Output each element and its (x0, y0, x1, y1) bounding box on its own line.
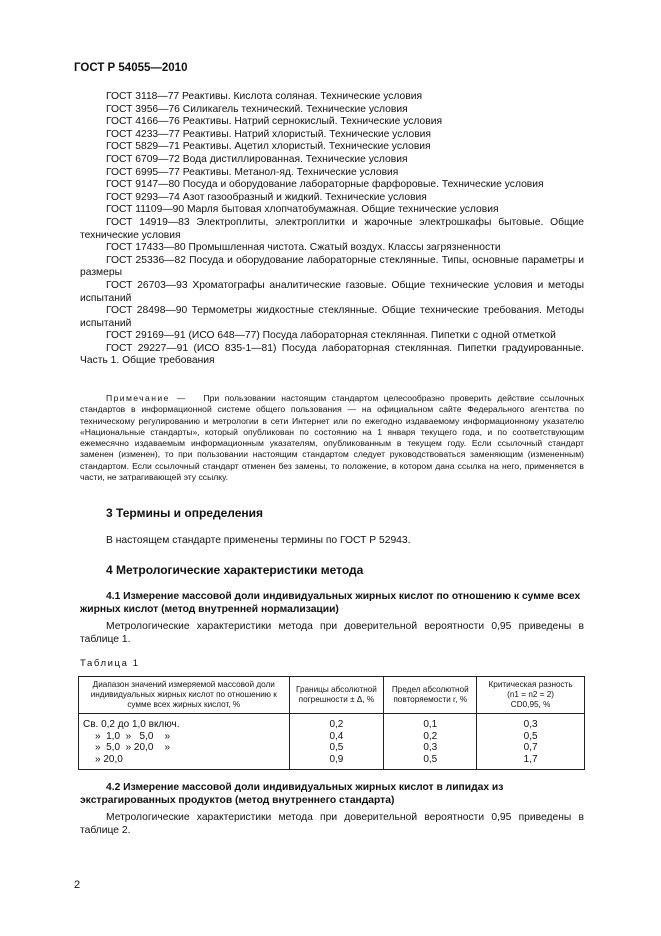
reference-item: ГОСТ 9293—74 Азот газообразный и жидкий. Технические условия (106, 191, 427, 203)
cell-range: » 1,0 » 5,0 » (79, 731, 290, 743)
page-number: 2 (74, 879, 81, 891)
header-critical-difference-line1: Критическая разность (488, 680, 573, 689)
reference-item: ГОСТ 29169—91 (ИСО 648—77) Посуда лабораторная стеклянная. Пипетки с одной отметкой (106, 330, 556, 342)
reference-item: ГОСТ 5829—71 Реактивы. Ацетил хлористый. Технические условия (106, 141, 431, 153)
normative-references-list (80, 91, 584, 368)
reference-item: ГОСТ 17433—80 Промышленная чистота. Сжатый воздух. Классы загрязненности (106, 242, 501, 254)
reference-item: ГОСТ 25336—82 Посуда и оборудование лабораторные стеклянные. Типы, основные параметры и размеры (80, 254, 584, 279)
header-repeatability-limit: Предел абсолютной повторяемости r, % (384, 677, 477, 714)
header-error-bounds: Границы абсолютной погрешности ± Δ, % (289, 677, 384, 714)
header-critical-difference (477, 677, 585, 714)
subsection-4-1-title: 4.1 Измерение массовой доли индивидуальных жирных кислот по отношению к сумме всех жирных кислот (метод внутренней нормализации) (80, 591, 581, 615)
table-row (79, 731, 585, 743)
table-header-row (79, 677, 585, 714)
document-header: ГОСТ Р 54055—2010 (74, 62, 188, 74)
cell-range: » 5,0 » 20,0 » (79, 742, 290, 754)
cell-delta: 0,2 (289, 714, 384, 731)
table-row (79, 742, 585, 754)
reference-item: ГОСТ 29227—91 (ИСО 835-1—81) Посуда лабораторная стеклянная. Пипетки градуированные. Часть 1. Общие требования (80, 342, 584, 367)
note-label: Примечание — (106, 393, 187, 403)
cell-cd: 1,7 (477, 754, 585, 770)
table-row (79, 754, 585, 770)
reference-item: ГОСТ 4166—76 Реактивы. Натрий сернокислый. Технические условия (106, 116, 443, 128)
cell-cd: 0,3 (477, 714, 585, 731)
cell-range: » 20,0 (79, 754, 290, 770)
cell-delta: 0,5 (289, 742, 384, 754)
subsection-4-1-text: Метрологические характеристики метода при доверительной вероятности 0,95 приведены в таблице 1. (80, 621, 584, 645)
reference-item: ГОСТ 26703—93 Хроматографы аналитические газовые. Общие технические условия и методы испытаний (80, 279, 584, 304)
note-text: При пользовании настоящим стандартом целесообразно проверить действие ссылочных стандартов в информационной системе общего пользования — на официальном сайте Федерального агентства по техническому регулированию и метрологии в сети Интернет или по ежегодно издаваемому информационному указателю «Национальные стандарты», который опубликован по состоянию на 1 января текущего года, и по соответствующим ежемесячно издаваемым информационным указателям, опубликованным в текущем году. Если ссылочный стандарт заменен (изменен), то при пользовании настоящим стандартом следует руководствоваться заменяющим (измененным) стандартом. Если ссылочный стандарт отменен без замены, то положение, в котором дана ссылка на него, применяется в части, не затрагивающей эту ссылку. (80, 393, 584, 483)
table-row (79, 714, 585, 731)
cell-r: 0,2 (384, 731, 477, 743)
subsection-4-2-text: Метрологические характеристики метода при доверительной вероятности 0,95 приведены в таблице 2. (80, 812, 584, 836)
cell-r: 0,3 (384, 742, 477, 754)
cell-r: 0,1 (384, 714, 477, 731)
reference-item: ГОСТ 3956—76 Силикагель технический. Технические условия (106, 103, 408, 115)
references-note (80, 393, 584, 483)
table-1-caption: Таблица 1 (80, 658, 140, 669)
cell-delta: 0,4 (289, 731, 384, 743)
subsection-4-2-title: 4.2 Измерение массовой доли индивидуальных жирных кислот в липидах из экстрагированных продуктов (метод внутреннего стандарта) (80, 782, 504, 806)
reference-item: ГОСТ 4233—77 Реактивы. Натрий хлористый. Технические условия (106, 128, 431, 140)
reference-item: ГОСТ 28498—90 Термометры жидкостные стеклянные. Общие технические требования. Методы испытаний (80, 305, 584, 329)
table-1 (78, 676, 585, 770)
header-range: Диапазон значений измеряемой массовой доли индивидуальных жирных кислот по отношению к сумме всех жирных кислот, % (79, 677, 290, 714)
section-4-title: 4 Метрологические характеристики метода (106, 563, 364, 577)
reference-item: ГОСТ 6995—77 Реактивы. Метанол-яд. Технические условия (106, 166, 399, 178)
reference-item: ГОСТ 14919—83 Электроплиты, электроплитки и жарочные электрошкафы бытовые. Общие технические условия (80, 216, 584, 241)
header-critical-difference-line2: (n1 = n2 = 2) (507, 690, 555, 699)
reference-item: ГОСТ 9147—80 Посуда и оборудование лабораторные фарфоровые. Технические условия (106, 179, 544, 191)
cell-r: 0,5 (384, 754, 477, 770)
header-critical-difference-line3: CD0,95, % (510, 700, 551, 709)
cell-cd: 0,7 (477, 742, 585, 754)
cell-range: Св. 0,2 до 1,0 включ. (79, 714, 290, 731)
reference-item: ГОСТ 6709—72 Вода дистиллированная. Технические условия (106, 153, 408, 165)
cell-delta: 0,9 (289, 754, 384, 770)
reference-item: ГОСТ 11109—90 Марля бытовая хлопчатобумажная. Общие технические условия (106, 204, 499, 216)
section-3-text: В настоящем стандарте применены термины по ГОСТ Р 52943. (106, 535, 411, 546)
reference-item: ГОСТ 3118—77 Реактивы. Кислота соляная. Технические условия (106, 91, 423, 102)
cell-cd: 0,5 (477, 731, 585, 743)
section-3-title: 3 Термины и определения (106, 506, 264, 520)
